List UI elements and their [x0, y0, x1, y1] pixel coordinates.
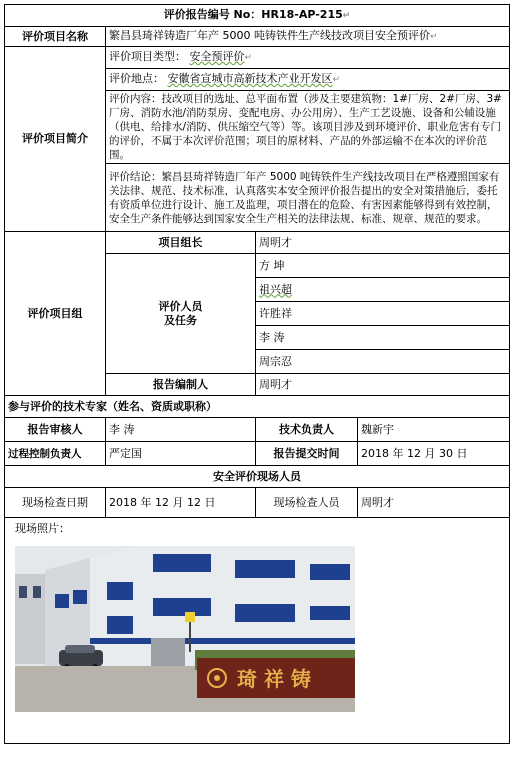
site-photo: [15, 546, 355, 712]
report-number-label: 评价报告编号 No：: [163, 8, 262, 21]
factory-window: [153, 598, 211, 616]
project-name-label: 评价项目名称: [5, 27, 106, 47]
evaluation-content: 评价内容：技改项目的选址、总平面布置（涉及主要建筑物：1#厂房、2#厂房、3#厂房、消防水池/消防泵房、变配电房、办公用房）、生产工艺设施、设备和公辅设施（供电、给排水/消防、供压缩空气等）等。该项目涉及到环境评价、职业危害有专门的评价，不属于本次评价范围；项目的原材料、产品的外部运输不在本次的评价范围。: [106, 91, 510, 164]
member-5: 周宗忍: [256, 350, 510, 374]
sign-post: [189, 622, 191, 652]
factory-sign-text: 琦 祥 铸: [237, 667, 311, 691]
location-value: 安徽省宣城市高新技术产业开发区: [167, 72, 333, 85]
car-window: [65, 645, 95, 653]
tech-lead-label: 技术负责人: [256, 418, 358, 442]
experts-label: 参与评价的技术专家（姓名、资质或职称）: [5, 396, 510, 418]
members-label-line-2: 及任务: [164, 313, 197, 327]
factory-window: [107, 582, 133, 600]
leader-value: 周明才: [256, 232, 510, 254]
factory-window: [310, 564, 350, 580]
evaluation-conclusion: 评价结论：繁昌县琦祥铸造厂年产 5000 吨铸铁件生产线技改项目在严格遵照国家有关法律、规范、技术标准，认真落实本安全预评价报告提出的安全对策措施后，委托有资质单位进行设计、施工及监理，项目潜在的危险、有害因素能够得到有效控制，安全生产条件能够达到国家安全生产相关的法律法规、标准、规章、规范的要求。: [106, 164, 510, 232]
project-name-text: 繁昌县琦祥铸造厂年产 5000 吨铸铁件生产线技改项目安全预评价: [109, 29, 430, 42]
site-photo-cell: [5, 518, 510, 744]
report-number: HR18-AP-215: [261, 8, 343, 21]
leader-label: 项目组长: [106, 232, 256, 254]
project-intro-label: 评价项目简介: [5, 47, 106, 232]
site-staff-value: 周明才: [358, 488, 510, 518]
factory-window: [310, 606, 350, 620]
writer-label: 报告编制人: [106, 374, 256, 396]
factory-gate: [151, 638, 185, 666]
project-type-row: [106, 47, 510, 69]
project-name-value: [106, 27, 510, 47]
reviewer-label: 报告审核人: [5, 418, 106, 442]
factory-window: [235, 604, 295, 622]
report-number-row: [5, 5, 510, 27]
process-lead-value: 严定国: [106, 442, 256, 466]
warning-sign: [185, 612, 195, 622]
process-lead-label: 过程控制负责人: [5, 442, 106, 466]
project-type-value: 安全预评价: [189, 50, 245, 63]
member-4: 李 涛: [256, 326, 510, 350]
site-staff-header: 安全评价现场人员: [5, 466, 510, 488]
location-label: 评价地点：: [109, 72, 164, 85]
submit-time-value: 2018 年 12 月 30 日: [358, 442, 510, 466]
left-building-window: [19, 586, 27, 598]
reviewer-value: 李 涛: [106, 418, 256, 442]
factory-window: [55, 594, 69, 608]
members-label-line-1: 评价人员: [158, 299, 203, 313]
location-row: [106, 69, 510, 91]
project-type-label: 评价项目类型：: [109, 50, 186, 63]
member-2: 祖兴超: [256, 278, 510, 302]
evaluation-info-form: [4, 4, 510, 744]
return-mark-icon: ↵: [430, 32, 438, 42]
blue-stripe: [90, 638, 355, 644]
writer-value: 周明才: [256, 374, 510, 396]
return-mark-icon: ↵: [332, 75, 341, 85]
factory-window: [153, 554, 211, 572]
factory-window: [107, 616, 133, 634]
members-label: [106, 254, 256, 374]
site-date-value: 2018 年 12 月 12 日: [106, 488, 256, 518]
tech-lead-value: 魏新宇: [358, 418, 510, 442]
left-building-window: [33, 586, 41, 598]
factory-logo-center: [214, 675, 220, 681]
factory-window: [73, 590, 87, 604]
site-staff-label: 现场检查人员: [256, 488, 358, 518]
return-mark-icon: ↵: [244, 53, 253, 63]
return-mark-icon: ↵: [342, 11, 351, 21]
member-1: 方 坤: [256, 254, 510, 278]
submit-time-label: 报告提交时间: [256, 442, 358, 466]
member-3: 许胜祥: [256, 302, 510, 326]
team-label: 评价项目组: [5, 232, 106, 396]
site-photo-label: 现场照片：: [15, 522, 70, 535]
site-date-label: 现场检查日期: [5, 488, 106, 518]
factory-window: [235, 560, 295, 578]
